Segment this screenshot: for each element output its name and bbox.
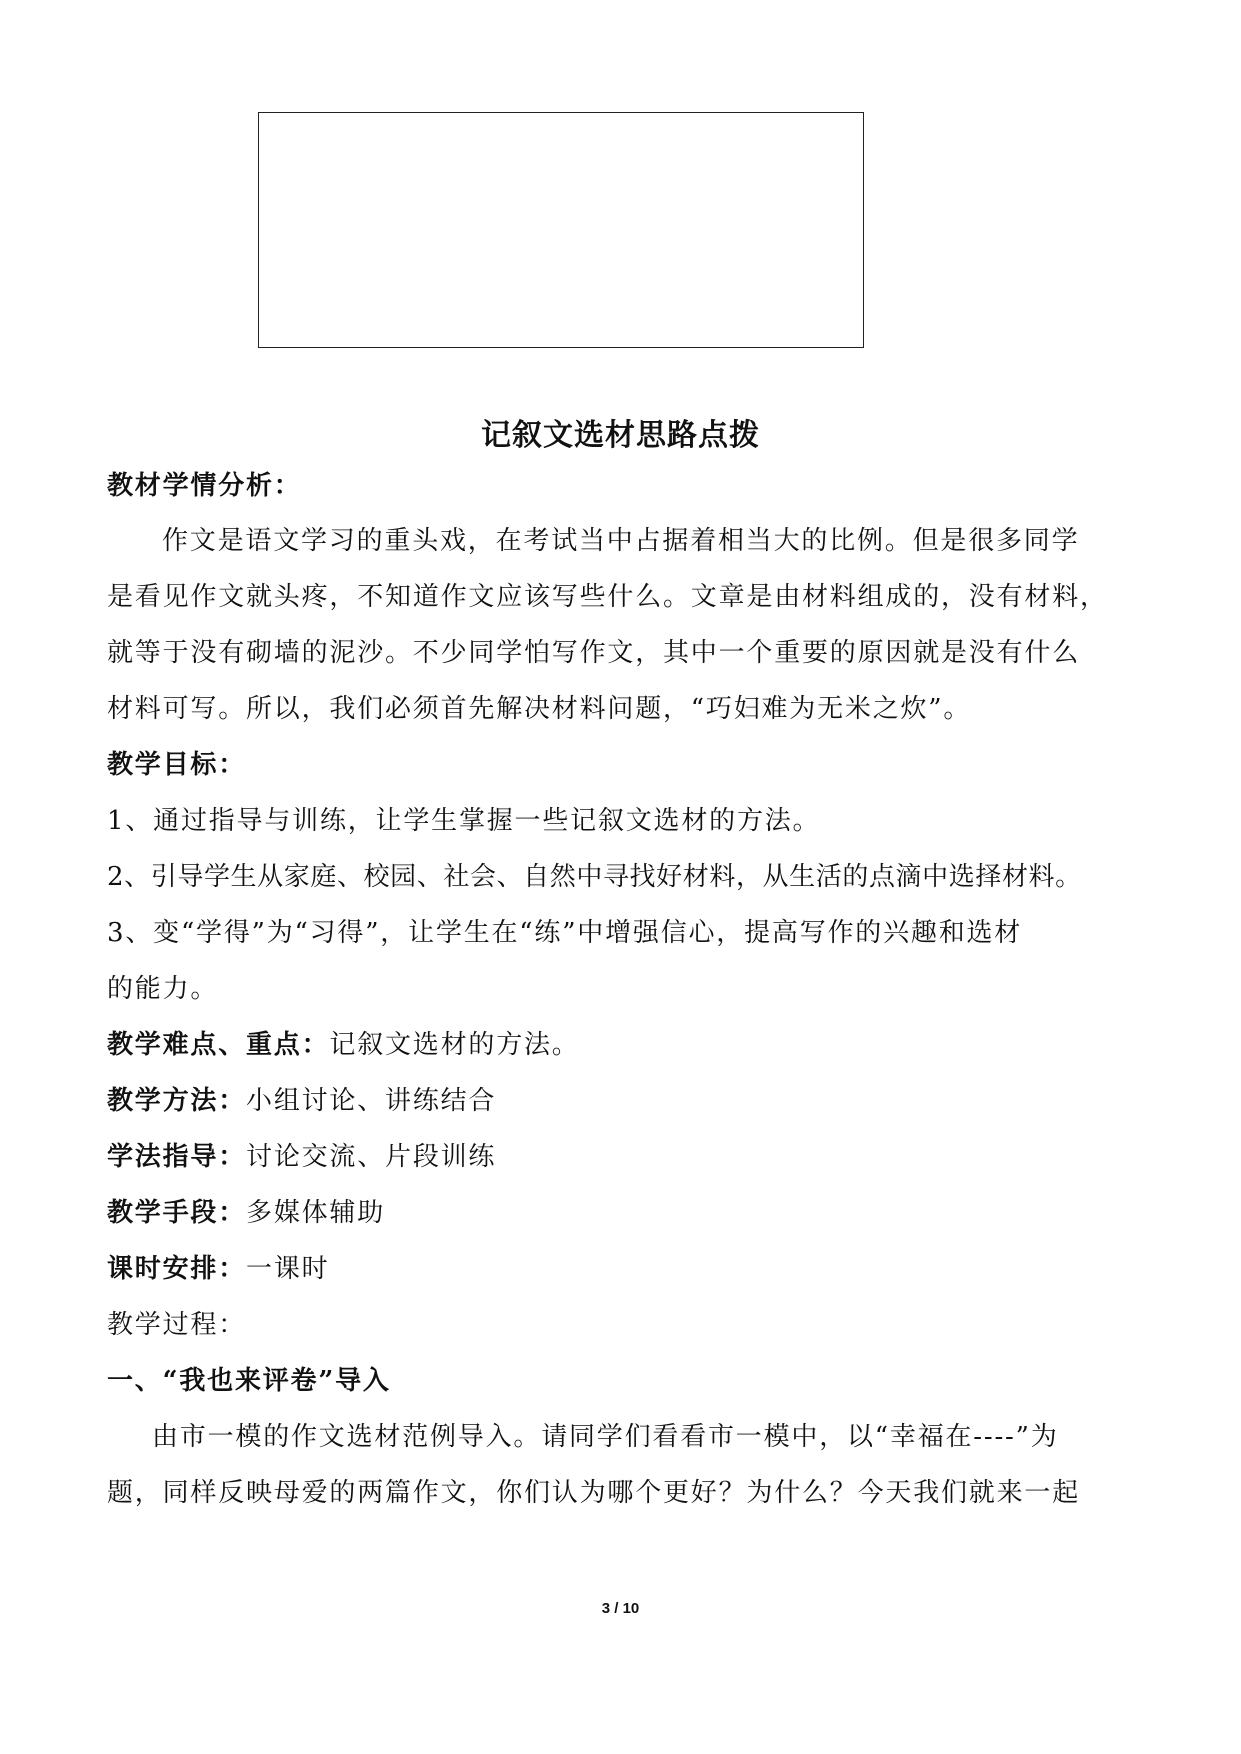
process-section-heading: 一、“我也来评卷”导入	[107, 1366, 391, 1396]
process-line-2: 题，同样反映母爱的两篇作文，你们认为哪个更好？为什么？今天我们就来一起	[107, 1478, 1081, 1508]
goal-item-3-continued: 的能力。	[107, 974, 219, 1004]
field-study-guidance	[107, 1137, 1137, 1177]
process-line-1: 由市一模的作文选材范例导入。请同学们看看市一模中，以“幸福在----”为	[152, 1422, 1059, 1452]
field-study-guidance-value: 讨论交流、片段训练	[246, 1142, 497, 1172]
analysis-line-3: 就等于没有砌墙的泥沙。不少同学怕写作文，其中一个重要的原因就是没有什么	[107, 638, 1081, 668]
field-schedule-label: 课时安排：	[107, 1254, 247, 1284]
analysis-line-2: 是看见作文就头疼，不知道作文应该写些什么。文章是由材料组成的，没有材料，	[107, 582, 1108, 612]
page-number: 3 / 10	[601, 1600, 640, 1617]
analysis-line-1: 作文是语文学习的重头戏，在考试当中占据着相当大的比例。但是很多同学	[162, 526, 1080, 556]
field-means-label: 教学手段：	[107, 1198, 247, 1228]
analysis-line-4: 材料可写。所以，我们必须首先解决材料问题，“巧妇难为无米之炊”。	[107, 694, 972, 724]
field-difficulty-value: 记叙文选材的方法。	[329, 1030, 580, 1060]
document-title: 记叙文选材思路点拨	[481, 418, 760, 453]
field-study-guidance-label: 学法指导：	[107, 1142, 247, 1172]
process-label: 教学过程：	[107, 1310, 247, 1340]
field-method	[107, 1081, 1137, 1121]
field-means-value: 多媒体辅助	[246, 1198, 386, 1228]
field-means	[107, 1193, 1137, 1233]
goal-item-3: 3、变“学得”为“习得”，让学生在“练”中增强信心，提高写作的兴趣和选材	[107, 918, 1023, 948]
goals-heading: 教学目标：	[107, 750, 247, 780]
field-schedule	[107, 1249, 1137, 1289]
field-method-label: 教学方法：	[107, 1086, 247, 1116]
field-difficulty-label: 教学难点、重点：	[107, 1030, 330, 1060]
goal-item-2: 2、引导学生从家庭、校园、社会、自然中寻找好材料，从生活的点滴中选择材料。	[107, 862, 1082, 892]
analysis-heading: 教材学情分析：	[107, 471, 302, 501]
blank-frame	[258, 112, 864, 348]
field-method-value: 小组讨论、讲练结合	[246, 1086, 497, 1116]
field-schedule-value: 一课时	[246, 1254, 330, 1284]
goal-item-1: 1、通过指导与训练，让学生掌握一些记叙文选材的方法。	[107, 806, 821, 836]
field-difficulty	[107, 1025, 1137, 1065]
